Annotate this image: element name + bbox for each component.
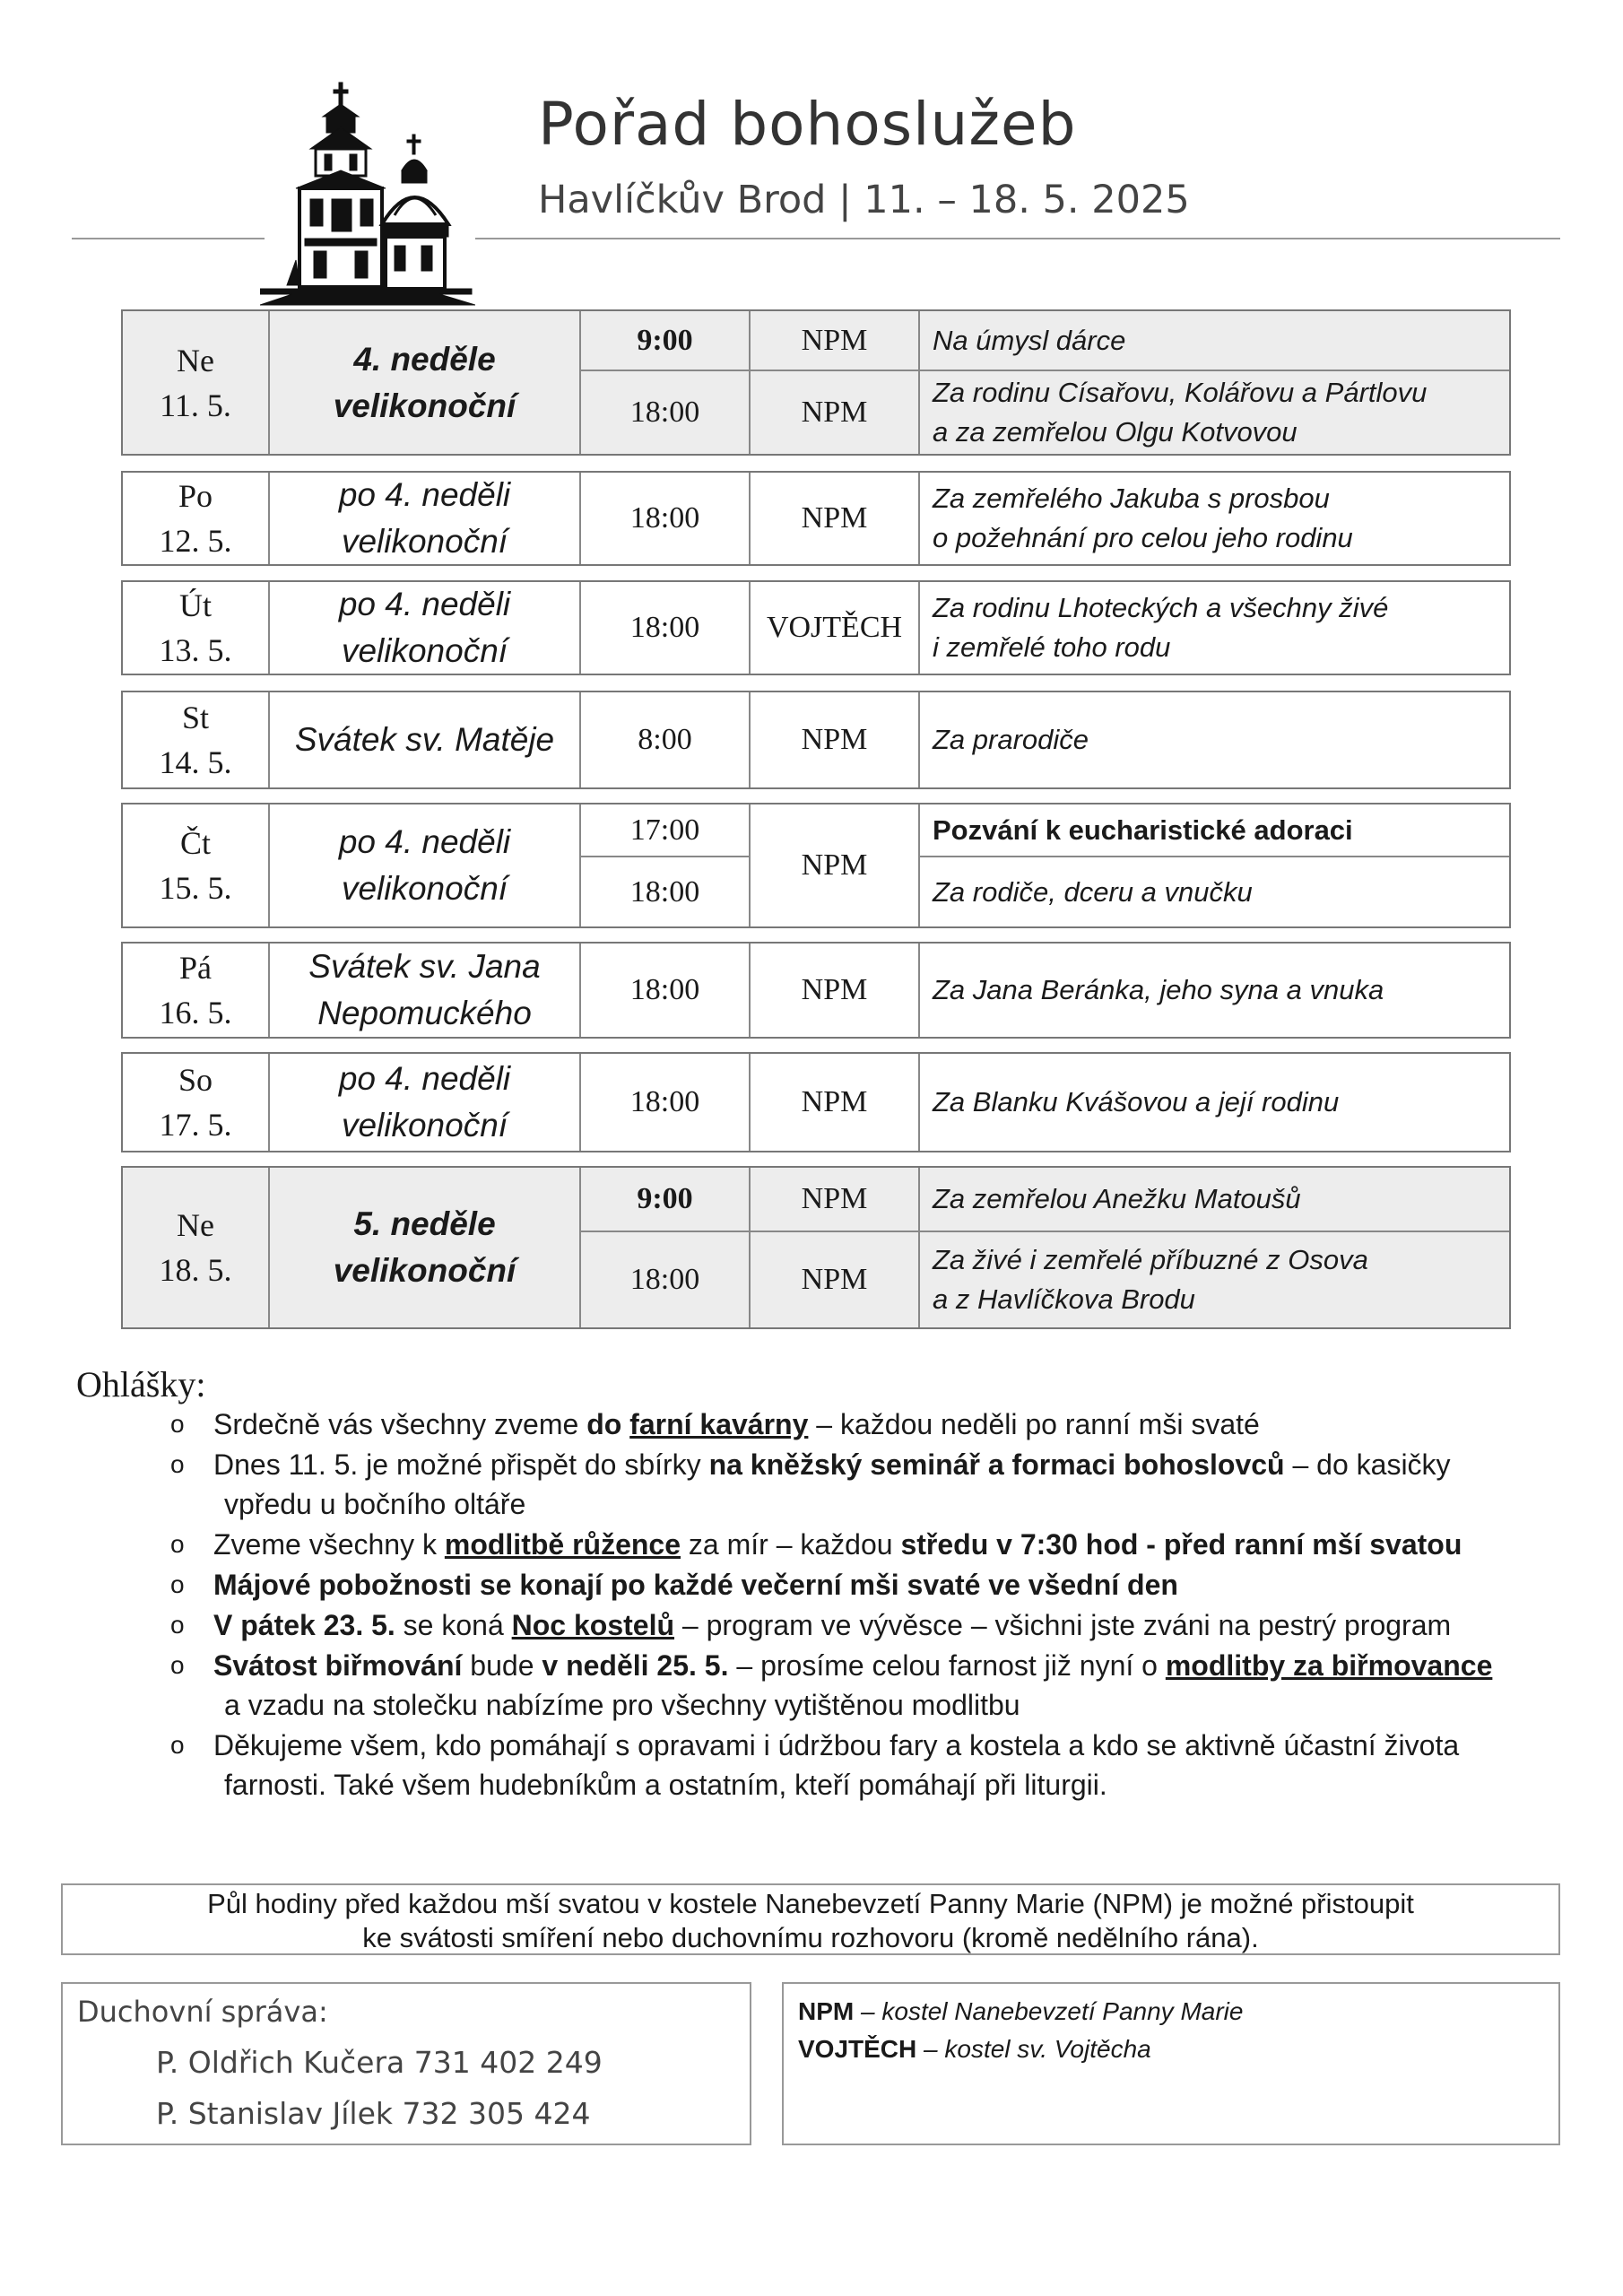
day-date: 17. 5. bbox=[159, 1107, 232, 1143]
mass-row bbox=[581, 370, 1509, 454]
liturgical-day: 4. neděle velikonoční bbox=[270, 311, 581, 454]
note-text: vpředu u bočního oltáře bbox=[224, 1488, 526, 1520]
mass-time: 9:00 bbox=[581, 311, 751, 370]
bullet-icon: o bbox=[170, 1570, 185, 1598]
mass-intention: Za živé i zemřelé příbuzné z Osova a z Havlíčkova Brodu bbox=[920, 1232, 1509, 1327]
mass-intention: Na úmysl dárce bbox=[920, 311, 1509, 370]
bullet-icon: o bbox=[170, 1530, 185, 1558]
confession-line: Půl hodiny před každou mší svatou v kostele Nanebevzetí Panny Marie (NPM) je možné přistoupit bbox=[207, 1888, 1414, 1919]
contacts-box bbox=[61, 1982, 751, 2145]
contact-priest: P. Oldřich Kučera 731 402 249 bbox=[156, 2045, 603, 2080]
header-divider-right bbox=[475, 238, 1560, 239]
liturgical-day: 5. neděle velikonoční bbox=[270, 1168, 581, 1327]
mass-place: NPM bbox=[751, 473, 920, 564]
schedule-day bbox=[121, 1166, 1511, 1329]
note-text: Svátost biřmování bbox=[213, 1649, 463, 1682]
day-abbr: St bbox=[181, 700, 210, 735]
day-abbr: Ne bbox=[177, 1207, 214, 1243]
page-title: Pořad bohoslužeb bbox=[538, 90, 1077, 159]
mass-time: 18:00 bbox=[581, 473, 751, 564]
note-text: Děkujeme všem, kdo pomáhají s opravami i údržbou fary a kostela a kdo se aktivně účastní života bbox=[213, 1729, 1460, 1761]
mass-intention: Za Blanku Kvášovou a její rodinu bbox=[933, 1086, 1340, 1118]
note-text: v neděli 25. 5. bbox=[542, 1649, 729, 1682]
note-text: farnosti. Také všem hudebníkům a ostatním, kteří pomáhají při liturgii. bbox=[224, 1769, 1107, 1801]
list-item bbox=[170, 1726, 1551, 1805]
legend-value: – kostel sv. Vojtěcha bbox=[916, 2035, 1151, 2063]
note-text: středu v 7:30 hod - před ranní mší svatou bbox=[900, 1528, 1462, 1561]
list-item bbox=[170, 1525, 1551, 1564]
list-item bbox=[170, 1605, 1551, 1645]
note-text: – do kasičky bbox=[1284, 1448, 1451, 1481]
mass-time: 18:00 bbox=[581, 582, 751, 674]
note-text: modlitbě růžence bbox=[444, 1528, 681, 1561]
liturgical-day: po 4. neděli velikonoční bbox=[270, 473, 581, 564]
note-text: – program ve vývěsce – všichni jste zváni na pestrý program bbox=[674, 1609, 1452, 1641]
legend-item bbox=[798, 1993, 1544, 2031]
contact-priest: P. Stanislav Jílek 732 305 424 bbox=[156, 2096, 591, 2131]
legend-key: NPM bbox=[798, 1997, 855, 2025]
day-date: 16. 5. bbox=[159, 995, 232, 1031]
schedule-day bbox=[121, 309, 1511, 456]
note-text: Noc kostelů bbox=[511, 1609, 675, 1641]
mass-time: 18:00 bbox=[581, 856, 749, 926]
day-date: 15. 5. bbox=[159, 870, 232, 906]
day-abbr: Ne bbox=[177, 342, 214, 378]
day-cell bbox=[123, 804, 270, 926]
day-date: 13. 5. bbox=[159, 632, 232, 668]
bullet-icon: o bbox=[170, 1651, 185, 1679]
day-abbr: Čt bbox=[179, 825, 211, 861]
mass-place: NPM bbox=[751, 1054, 920, 1151]
mass-time: 18:00 bbox=[581, 944, 751, 1037]
mass-place: NPM bbox=[751, 1168, 920, 1231]
list-item bbox=[170, 1565, 1551, 1605]
mass-place: NPM bbox=[751, 804, 920, 926]
day-abbr: So bbox=[178, 1062, 213, 1098]
liturgical-day: Svátek sv. Jana Nepomuckého bbox=[270, 944, 581, 1037]
note-text: na kněžský seminář a formaci bohoslovců bbox=[708, 1448, 1285, 1481]
page-subtitle: Havlíčkův Brod | 11. – 18. 5. 2025 bbox=[538, 178, 1190, 222]
note-text: Zveme všechny k bbox=[213, 1528, 445, 1561]
bullet-icon: o bbox=[170, 1731, 185, 1759]
list-item bbox=[170, 1405, 1551, 1444]
mass-row bbox=[581, 1168, 1509, 1231]
header-divider-left bbox=[72, 238, 265, 239]
note-text: Májové pobožnosti se konají po každé večerní mši svaté ve všední den bbox=[213, 1569, 1178, 1601]
liturgical-day: Svátek sv. Matěje bbox=[270, 692, 581, 787]
church-icon bbox=[260, 81, 475, 309]
legend-key: VOJTĚCH bbox=[798, 2035, 917, 2063]
note-link-text: farní kavárny bbox=[629, 1408, 809, 1440]
confession-info bbox=[61, 1883, 1560, 1955]
confession-line: ke svátosti smíření nebo duchovnímu rozhovoru (kromě nedělního rána). bbox=[362, 1922, 1259, 1953]
announcements-list bbox=[170, 1405, 1551, 1805]
mass-time: 18:00 bbox=[581, 1232, 751, 1327]
day-abbr: Út bbox=[179, 587, 212, 623]
mass-time: 17:00 bbox=[629, 813, 700, 847]
liturgical-day: po 4. neděli velikonoční bbox=[270, 582, 581, 674]
note-text: bude bbox=[462, 1649, 542, 1682]
day-cell bbox=[123, 944, 270, 1037]
mass-time: 18:00 bbox=[581, 371, 751, 454]
mass-intention: Za zemřelého Jakuba s prosbou o požehnání pro celou jeho rodinu bbox=[933, 483, 1353, 553]
day-cell bbox=[123, 1054, 270, 1151]
mass-intention: Za zemřelou Anežku Matoušů bbox=[920, 1168, 1509, 1231]
day-date: 14. 5. bbox=[159, 744, 232, 780]
note-text: Srdečně vás všechny zveme bbox=[213, 1408, 587, 1440]
schedule-day bbox=[121, 580, 1511, 675]
note-text: Dnes 11. 5. je možné přispět do sbírky bbox=[213, 1448, 709, 1481]
schedule-day bbox=[121, 1052, 1511, 1152]
mass-intention: Za prarodiče bbox=[933, 724, 1089, 755]
day-cell bbox=[123, 692, 270, 787]
note-text: – každou neděli po ranní mši svaté bbox=[808, 1408, 1260, 1440]
day-abbr: Po bbox=[178, 478, 213, 514]
day-cell bbox=[123, 473, 270, 564]
note-text: se koná bbox=[395, 1609, 512, 1641]
mass-place: NPM bbox=[751, 311, 920, 370]
legend-value: – kostel Nanebevzetí Panny Marie bbox=[854, 1997, 1244, 2025]
mass-row bbox=[581, 1231, 1509, 1327]
mass-intention: Pozvání k eucharistické adoraci bbox=[933, 813, 1353, 846]
schedule-day bbox=[121, 803, 1511, 928]
schedule-day bbox=[121, 691, 1511, 789]
day-abbr: Pá bbox=[179, 950, 212, 986]
day-cell bbox=[123, 1168, 270, 1327]
mass-place: NPM bbox=[751, 1232, 920, 1327]
mass-row bbox=[581, 1054, 1509, 1151]
note-text: V pátek 23. 5. bbox=[213, 1609, 395, 1641]
liturgical-day: po 4. neděli velikonoční bbox=[270, 1054, 581, 1151]
bullet-icon: o bbox=[170, 1450, 185, 1478]
announcements-title: Ohlášky: bbox=[76, 1364, 206, 1405]
schedule-day bbox=[121, 471, 1511, 566]
note-text: do bbox=[586, 1408, 630, 1440]
mass-intention: Za rodinu Lhoteckých a všechny živé i zemřelé toho rodu bbox=[933, 592, 1389, 663]
mass-row bbox=[581, 944, 1509, 1037]
mass-place: VOJTĚCH bbox=[751, 582, 920, 674]
note-text: a vzadu na stolečku nabízíme pro všechny vytištěnou modlitbu bbox=[224, 1689, 1020, 1721]
mass-row bbox=[581, 582, 1509, 674]
legend-box bbox=[782, 1982, 1560, 2145]
day-date: 18. 5. bbox=[159, 1252, 232, 1288]
mass-intention: Za rodinu Císařovu, Kolářovu a Pártlovu a za zemřelou Olgu Kotvovou bbox=[920, 371, 1509, 454]
note-text: za mír – každou bbox=[681, 1528, 901, 1561]
day-date: 12. 5. bbox=[159, 523, 232, 559]
list-item bbox=[170, 1445, 1551, 1524]
day-cell bbox=[123, 311, 270, 454]
schedule-day bbox=[121, 942, 1511, 1039]
mass-intention: Za rodiče, dceru a vnučku bbox=[920, 856, 1509, 926]
mass-row bbox=[581, 311, 1509, 370]
mass-place: NPM bbox=[751, 944, 920, 1037]
day-date: 11. 5. bbox=[160, 387, 231, 423]
mass-row bbox=[581, 473, 1509, 564]
mass-place: NPM bbox=[751, 371, 920, 454]
contacts-heading: Duchovní správa: bbox=[77, 1995, 328, 2029]
mass-time: 8:00 bbox=[581, 692, 751, 787]
mass-time: 18:00 bbox=[581, 1054, 751, 1151]
note-text: modlitby za biřmovance bbox=[1165, 1649, 1493, 1682]
mass-place: NPM bbox=[751, 692, 920, 787]
day-cell bbox=[123, 582, 270, 674]
mass-time: 9:00 bbox=[581, 1168, 751, 1231]
list-item bbox=[170, 1646, 1551, 1725]
legend-item bbox=[798, 2031, 1544, 2068]
bullet-icon: o bbox=[170, 1410, 185, 1438]
mass-intention: Za Jana Beránka, jeho syna a vnuka bbox=[933, 974, 1384, 1005]
mass-row bbox=[581, 692, 1509, 787]
bullet-icon: o bbox=[170, 1611, 185, 1639]
liturgical-day: po 4. neděli velikonoční bbox=[270, 804, 581, 926]
note-text: – prosíme celou farnost již nyní o bbox=[728, 1649, 1166, 1682]
